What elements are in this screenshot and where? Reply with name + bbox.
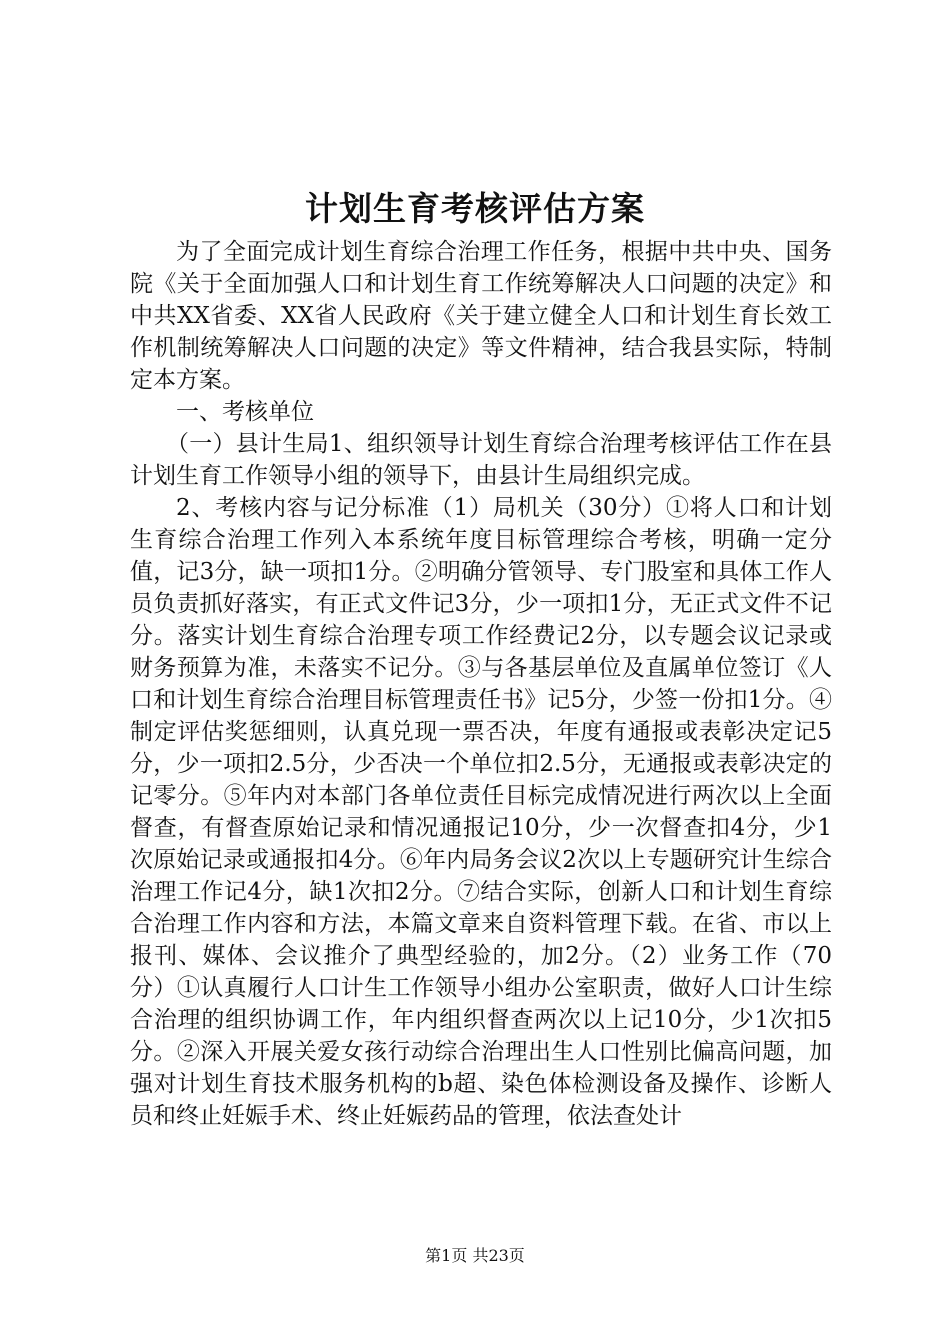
paragraph-assessment-content: 2、考核内容与记分标准（1）局机关（30分）①将人口和计划生育综合治理工作列入本系统年度目标管理综合考核，明确一定分值，记3分，缺一项扣1分。②明确分管领导、专门股室和具体工作人员负责抓好落实，有正式文件记3分，少一项扣1分，无正式文件不记分。落实计划生育综合治理专项工作经费记2分，以专题会议记录或财务预算为准，未落实不记分。③与各基层单位及直属单位签订《人口和计划生育综合治理目标管理责任书》记5分，少签一份扣1分。④制定评估奖惩细则，认真兑现一票否决，年度有通报或表彰决定记5分，少一项扣2.5分，少否决一个单位扣2.5分，无通报或表彰决定的记零分。⑤年内对本部门各单位责任目标完成情况进行两次以上全面督查，有督查原始记录和情况通报记10分，少一次督查扣4分，少1次原始记录或通报扣4分。⑥年内局务会议2次以上专题研究计生综合治理工作记4分，缺1次扣2分。⑦结合实际，创新人口和计划生育综合治理工作内容和方法，本篇文章来自资料管理下载。在省、市以上报刊、媒体、会议推介了典型经验的，加2分。（2）业务工作（70分）①认真履行人口计生工作领导小组办公室职责，做好人口计生综合治理的组织协调工作，年内组织督查两次以上记10分，少1次扣5分。②深入开展关爱女孩行动综合治理出生人口性别比偏高问题，加强对计划生育技术服务机构的b超、染色体检测设备及操作、诊断人员和终止妊娠手术、终止妊娠药品的管理，依法查处计: [130, 495, 832, 1129]
section-heading-assessment-unit: 一、考核单位: [176, 399, 314, 425]
document-body: [130, 236, 832, 1132]
document-title: 计划生育考核评估方案: [305, 189, 645, 228]
paragraph-intro: 为了全面完成计划生育综合治理工作任务，根据中共中央、国务院《关于全面加强人口和计划生育工作统筹解决人口问题的决定》和中共XX省委、XX省人民政府《关于建立健全人口和计划生育长效工作机制统筹解决人口问题的决定》等文件精神，结合我县实际，特制定本方案。: [130, 239, 832, 393]
page-footer: 第1页 共23页: [425, 1246, 525, 1265]
paragraph-county-bureau: （一）县计生局1、组织领导计划生育综合治理考核评估工作在县计划生育工作领导小组的领导下，由县计生局组织完成。: [130, 431, 832, 489]
